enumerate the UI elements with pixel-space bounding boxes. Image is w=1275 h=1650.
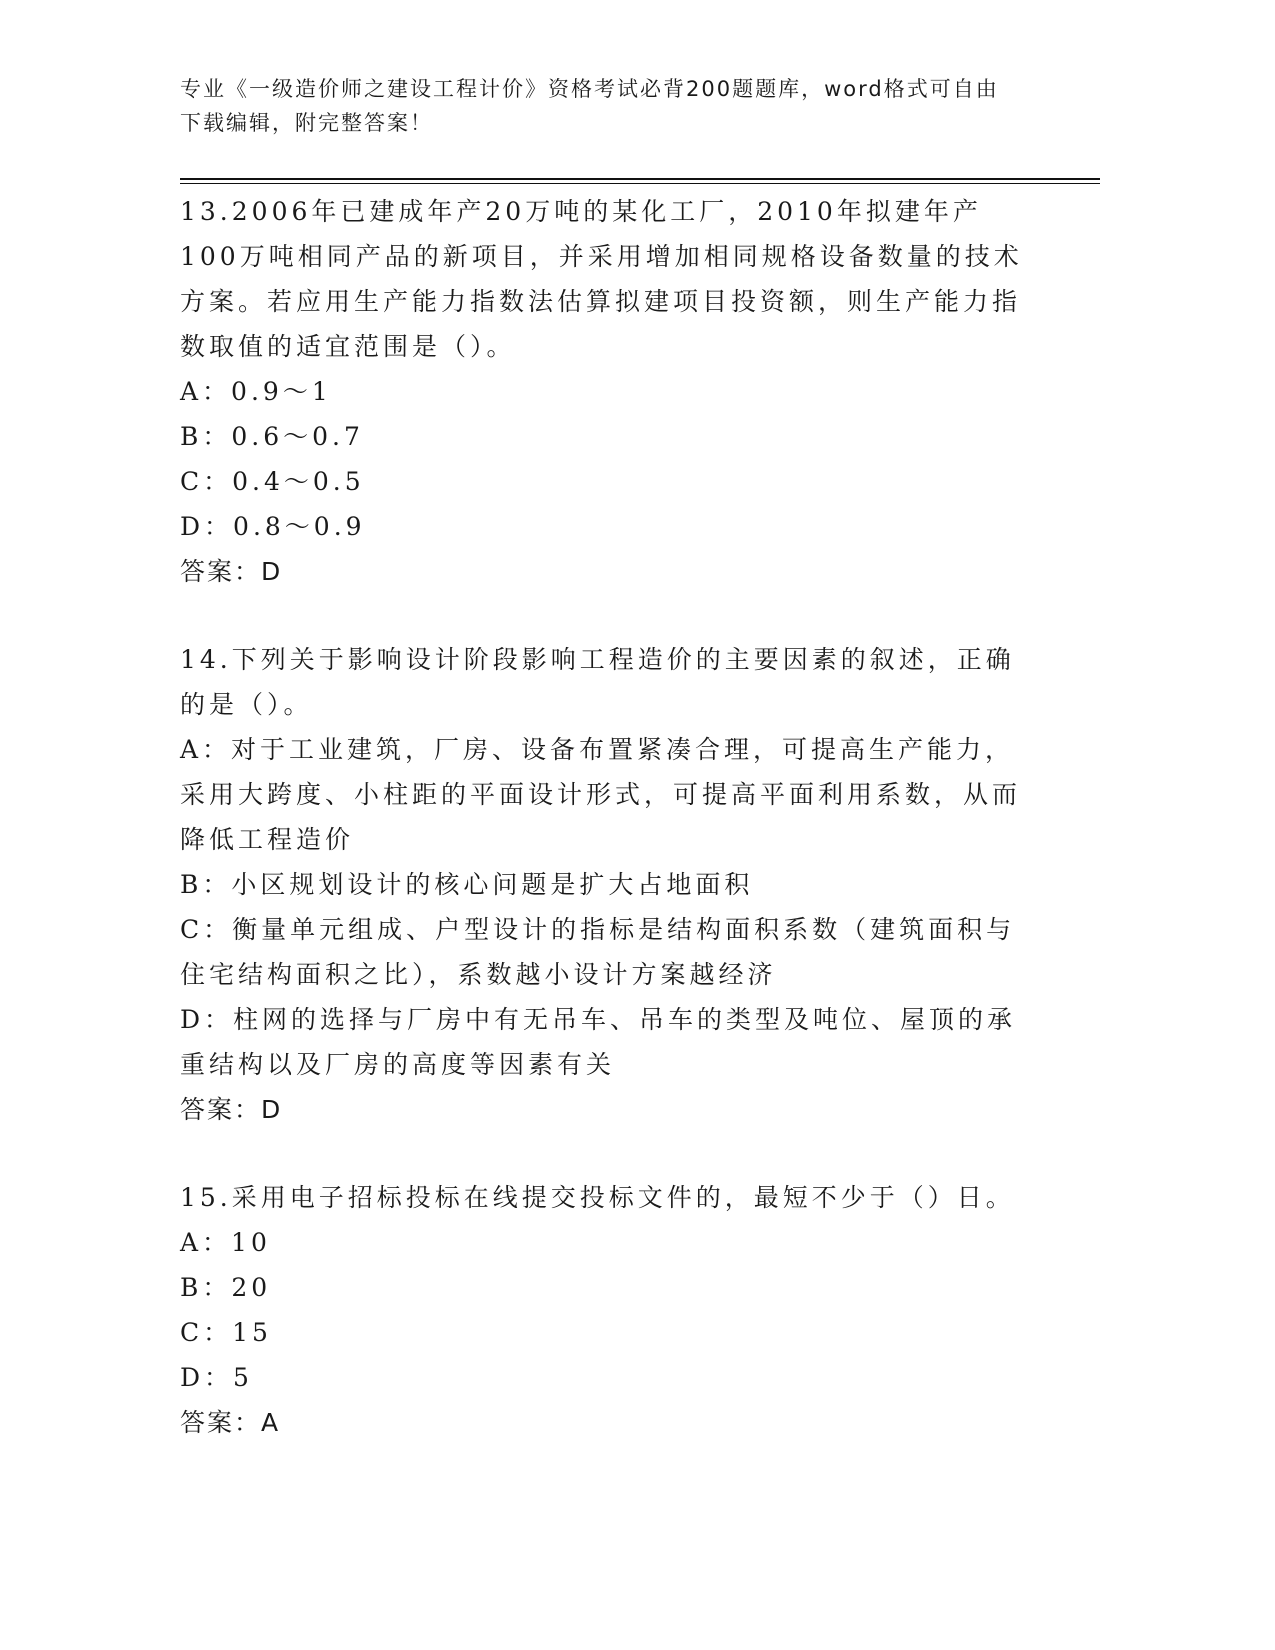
header-divider-thin: [180, 183, 1100, 184]
option-c: C：衡量单元组成、户型设计的指标是结构面积系数（建筑面积与住宅结构面积之比），系数越小设计方案越经济: [180, 915, 1016, 989]
option-a: A：对于工业建筑，厂房、设备布置紧凑合理，可提高生产能力，采用大跨度、小柱距的平面设计形式，可提高平面利用系数，从而降低工程造价: [180, 735, 1022, 854]
question-14: [180, 637, 1040, 1132]
option-d: D：0.8～0.9: [180, 512, 366, 541]
question-stem: 13.2006年已建成年产20万吨的某化工厂，2010年拟建年产100万吨相同产品的新项目，并采用增加相同规格设备数量的技术方案。若应用生产能力指数法估算拟建项目投资额，则生产能力指数取值的适宜范围是（）。: [180, 197, 1023, 361]
option-a: A：0.9～1: [180, 377, 332, 406]
question-15: [180, 1175, 1040, 1445]
question-stem: 15.采用电子招标投标在线提交投标文件的，最短不少于（）日。: [180, 1183, 1015, 1212]
header-line-2: 下载编辑，附完整答案！: [180, 111, 433, 135]
option-c: C：15: [180, 1318, 272, 1347]
question-list: [180, 189, 1040, 1445]
header-line-1: 专业《一级造价师之建设工程计价》资格考试必背200题题库，word格式可自由: [180, 77, 999, 101]
answer-line: 答案：D: [180, 1095, 283, 1124]
option-b: B：0.6～0.7: [180, 422, 364, 451]
option-a: A：10: [180, 1228, 271, 1257]
document-header: [180, 72, 1060, 140]
answer-line: 答案：D: [180, 557, 283, 586]
option-b: B：20: [180, 1273, 272, 1302]
option-d: D：柱网的选择与厂房中有无吊车、吊车的类型及吨位、屋顶的承重结构以及厂房的高度等因素有关: [180, 1005, 1017, 1079]
answer-line: 答案：A: [180, 1408, 281, 1437]
question-spacer: [180, 594, 1040, 637]
question-13: [180, 189, 1040, 594]
question-stem: 14.下列关于影响设计阶段影响工程造价的主要因素的叙述，正确的是（）。: [180, 645, 1015, 719]
option-b: B：小区规划设计的核心问题是扩大占地面积: [180, 870, 754, 899]
option-d: D：5: [180, 1363, 253, 1392]
header-divider-thick: [180, 178, 1100, 180]
question-spacer: [180, 1132, 1040, 1175]
option-c: C：0.4～0.5: [180, 467, 365, 496]
